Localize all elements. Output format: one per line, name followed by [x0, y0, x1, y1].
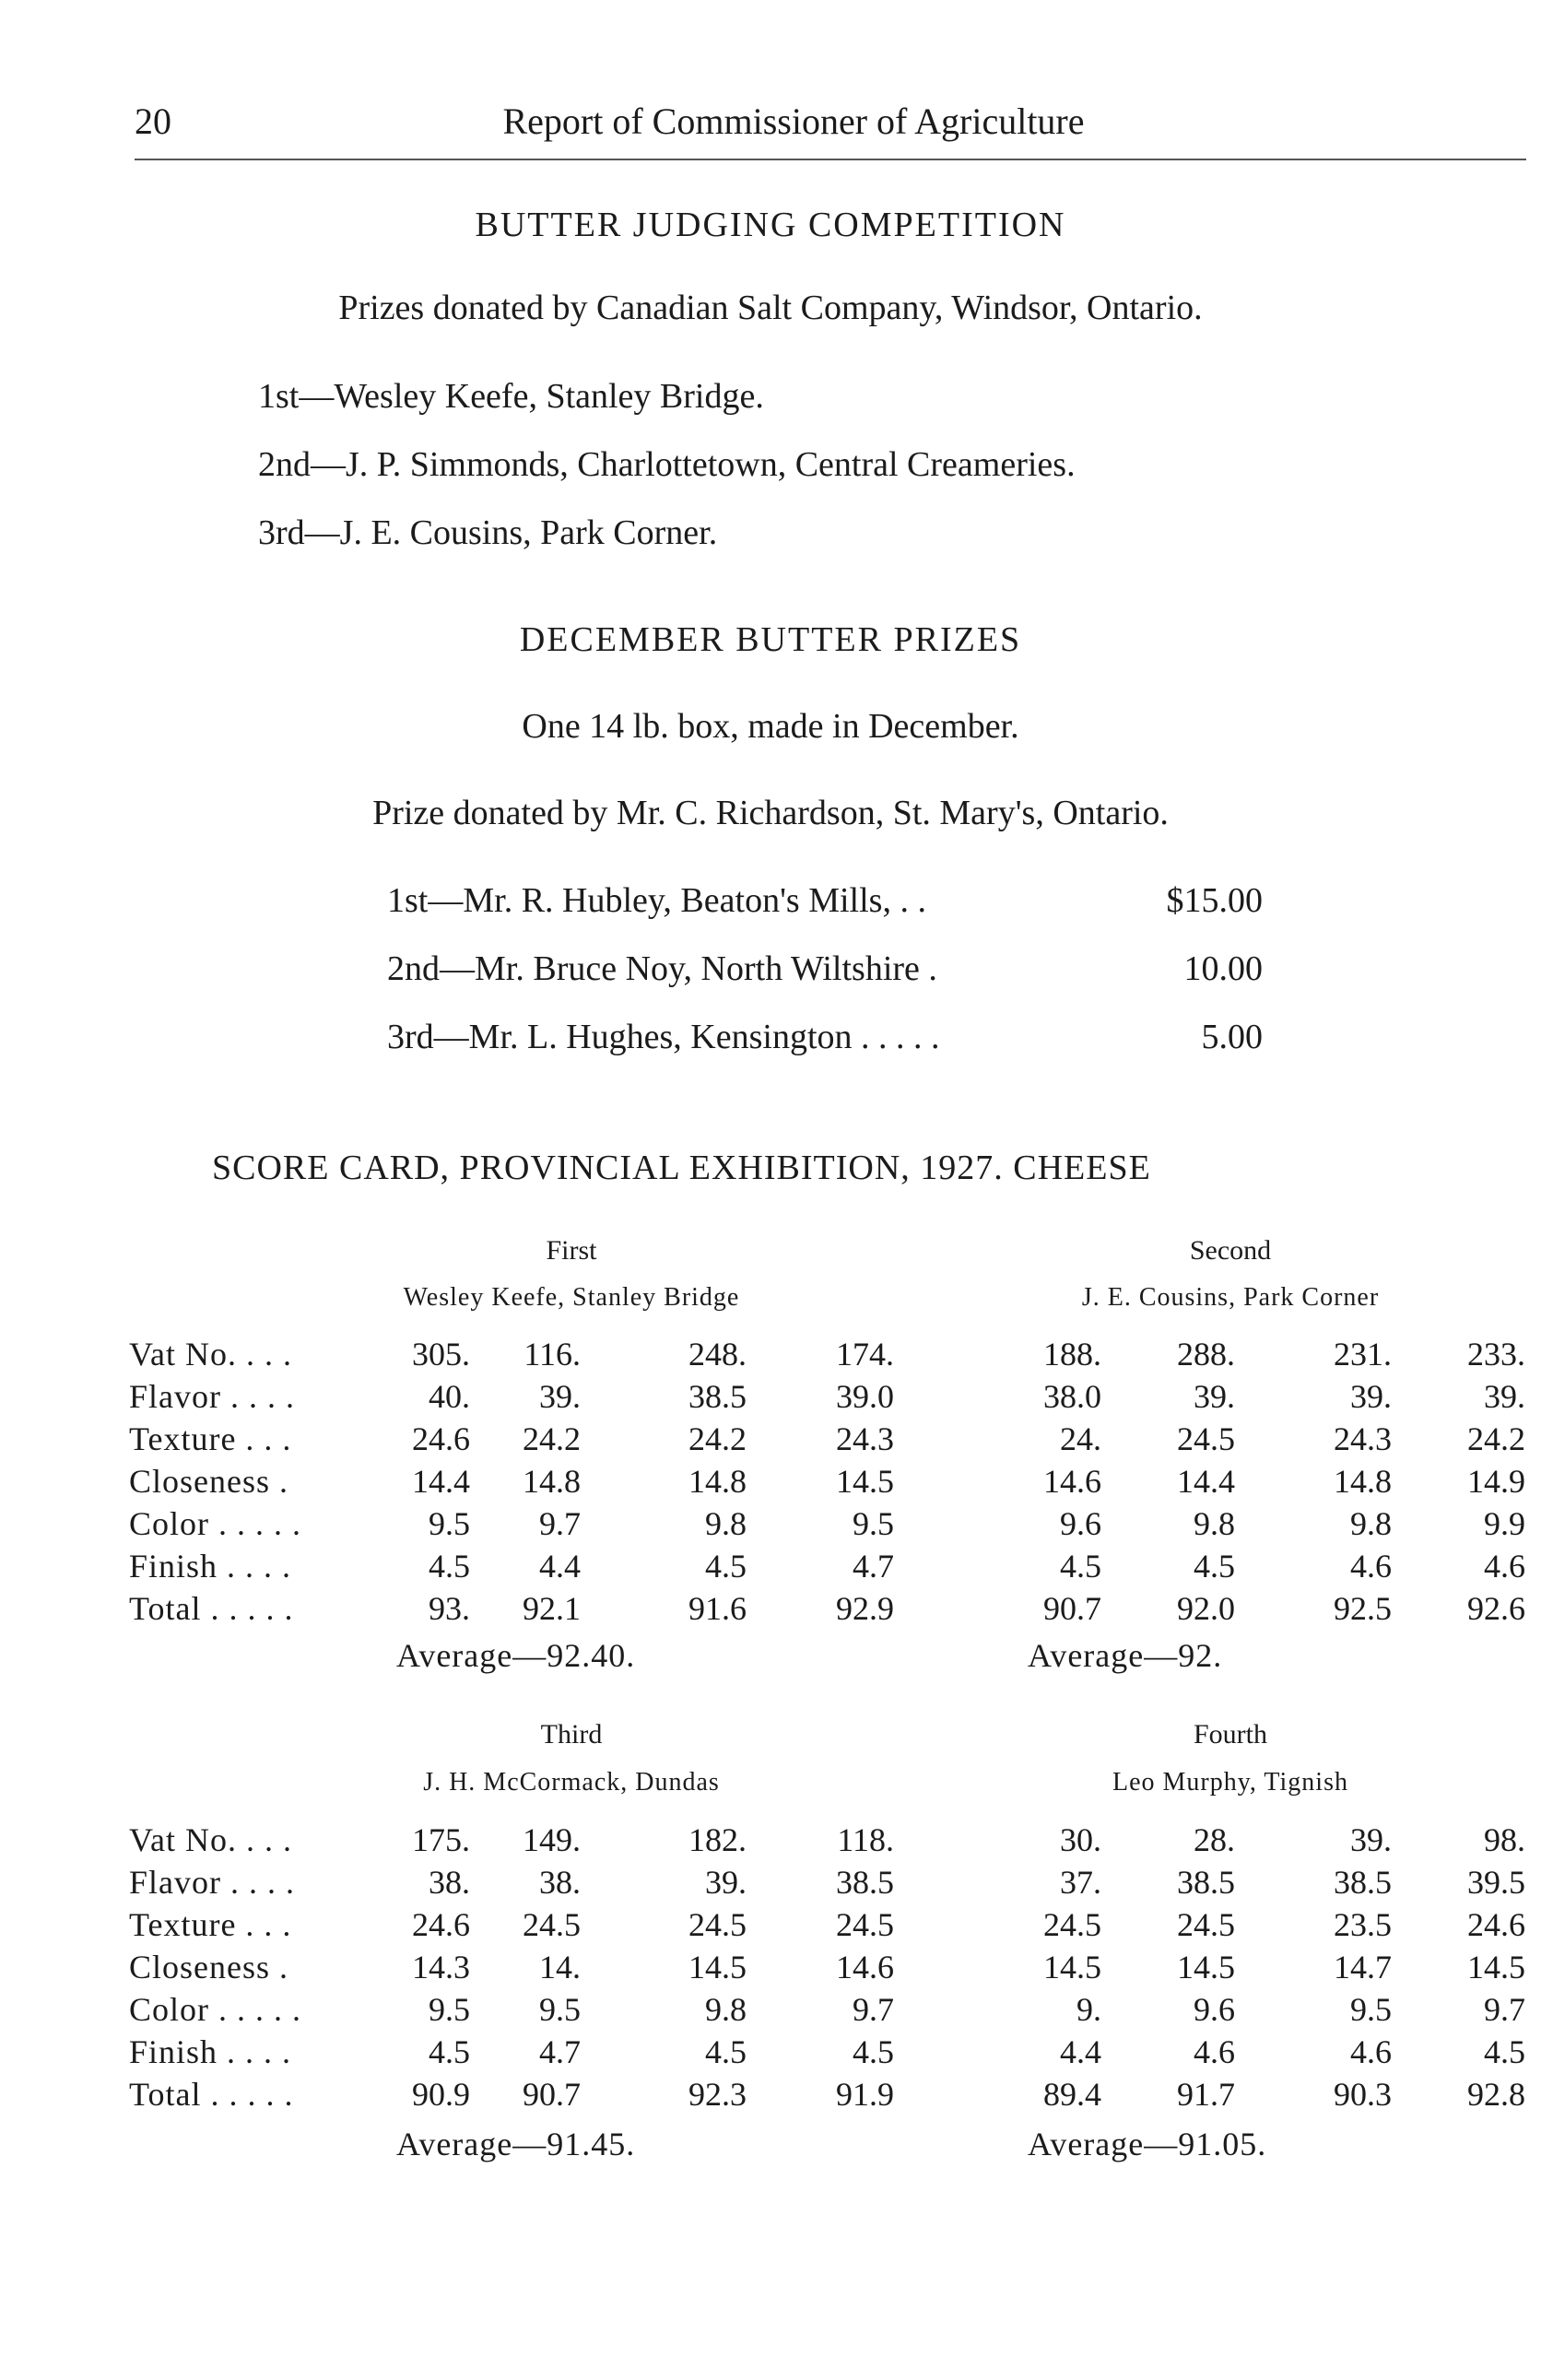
group-2-cell: 9.6 — [1060, 1505, 1101, 1542]
group-1-row-label: Vat No. . . . — [129, 1336, 292, 1373]
group-1-maker: Wesley Keefe, Stanley Bridge — [403, 1283, 740, 1312]
group-2-cell: 4.5 — [1060, 1548, 1101, 1585]
group-4-cell: 24.5 — [1177, 1906, 1235, 1943]
december-prize-3-text: 3rd—Mr. L. Hughes, Kensington . . . . . — [387, 1018, 940, 1056]
group-2-cell: 14.9 — [1467, 1463, 1525, 1500]
group-3-cell: 90.7 — [523, 2076, 581, 2113]
group-3-row-label: Finish . . . . — [129, 2033, 292, 2070]
group-2-cell: 24.2 — [1467, 1420, 1525, 1457]
group-4-cell: 4.6 — [1194, 2033, 1235, 2070]
group-2-cell: 14.8 — [1334, 1463, 1392, 1500]
group-4-cell: 39.5 — [1467, 1864, 1525, 1901]
group-4-cell: 9.5 — [1350, 1991, 1392, 2028]
group-3-cell: 24.5 — [836, 1906, 894, 1943]
group-3-row-label: Flavor . . . . — [129, 1864, 295, 1901]
group-3-cell: 9.5 — [539, 1991, 581, 2028]
group-1-row-label: Finish . . . . — [129, 1548, 292, 1585]
group-2-cell: 14.6 — [1043, 1463, 1101, 1500]
group-1-cell: 4.4 — [539, 1548, 581, 1585]
group-3-cell: 4.5 — [853, 2033, 894, 2070]
group-1-cell: 24.2 — [688, 1420, 747, 1457]
group-3-cell: 24.5 — [688, 1906, 747, 1943]
group-2-cell: 92.5 — [1334, 1590, 1392, 1627]
group-1-cell: 9.7 — [539, 1505, 581, 1542]
group-1-cell: 4.7 — [853, 1548, 894, 1585]
group-1-cell: 40. — [429, 1378, 470, 1415]
group-3-cell: 38.5 — [836, 1864, 894, 1901]
group-3-cell: 38. — [539, 1864, 581, 1901]
group-1-cell: 4.5 — [429, 1548, 470, 1585]
group-1-cell: 39. — [539, 1378, 581, 1415]
group-4-cell: 4.4 — [1060, 2033, 1101, 2070]
group-2-cell: 4.6 — [1350, 1548, 1392, 1585]
group-3-row-label: Vat No. . . . — [129, 1821, 292, 1858]
group-3-cell: 14.3 — [412, 1949, 470, 1985]
group-4-cell: 9.7 — [1484, 1991, 1525, 2028]
group-3-cell: 9.5 — [429, 1991, 470, 2028]
group-1-cell: 14.8 — [523, 1463, 581, 1500]
group-3-cell: 24.5 — [523, 1906, 581, 1943]
group-1-cell: 9.8 — [705, 1505, 747, 1542]
group-2-cell: 231. — [1334, 1336, 1392, 1373]
group-1-cell: 248. — [688, 1336, 747, 1373]
december-prizes-subtitle: One 14 lb. box, made in December. — [522, 707, 1019, 746]
group-2-cell: 188. — [1043, 1336, 1101, 1373]
group-4-cell: 9.6 — [1194, 1991, 1235, 2028]
score-card-title: SCORE CARD, PROVINCIAL EXHIBITION, 1927. CHEESE — [212, 1149, 1151, 1187]
group-4-cell: 89.4 — [1043, 2076, 1101, 2113]
group-1-row-label: Total . . . . . — [129, 1590, 294, 1627]
group-1-cell: 174. — [836, 1336, 894, 1373]
group-4-cell: 92.8 — [1467, 2076, 1525, 2113]
group-1-cell: 24.6 — [412, 1420, 470, 1457]
group-3-cell: 4.7 — [539, 2033, 581, 2070]
group-2-rank: Second — [1189, 1235, 1272, 1266]
group-4-cell: 90.3 — [1334, 2076, 1392, 2113]
group-3-cell: 91.9 — [836, 2076, 894, 2113]
december-prize-1-amount: $15.00 — [1166, 881, 1263, 920]
group-1-cell: 14.8 — [688, 1463, 747, 1500]
group-4-cell: 98. — [1484, 1821, 1525, 1858]
group-1-cell: 9.5 — [429, 1505, 470, 1542]
group-4-cell: 9. — [1076, 1991, 1101, 2028]
group-2-cell: 24. — [1060, 1420, 1101, 1457]
group-4-cell: 37. — [1060, 1864, 1101, 1901]
group-1-rank: First — [546, 1235, 597, 1266]
group-3-average: Average—91.45. — [396, 2126, 636, 2162]
group-2-cell: 92.6 — [1467, 1590, 1525, 1627]
group-1-cell: 92.9 — [836, 1590, 894, 1627]
group-3-row-label: Color . . . . . — [129, 1991, 302, 2028]
group-3-cell: 92.3 — [688, 2076, 747, 2113]
group-1-cell: 305. — [412, 1336, 470, 1373]
group-1-cell: 39.0 — [836, 1378, 894, 1415]
group-2-cell: 4.6 — [1484, 1548, 1525, 1585]
group-1-cell: 14.4 — [412, 1463, 470, 1500]
butter-winner-3: 3rd—J. E. Cousins, Park Corner. — [258, 513, 718, 552]
group-1-cell: 24.2 — [523, 1420, 581, 1457]
group-2-cell: 9.8 — [1350, 1505, 1392, 1542]
group-3-cell: 14.5 — [688, 1949, 747, 1985]
group-4-cell: 30. — [1060, 1821, 1101, 1858]
group-4-average: Average—91.05. — [1028, 2126, 1267, 2162]
group-3-cell: 14. — [539, 1949, 581, 1985]
group-4-cell: 38.5 — [1334, 1864, 1392, 1901]
group-2-cell: 39. — [1350, 1378, 1392, 1415]
group-2-cell: 9.9 — [1484, 1505, 1525, 1542]
group-3-cell: 4.5 — [705, 2033, 747, 2070]
group-1-cell: 9.5 — [853, 1505, 894, 1542]
group-4-cell: 4.6 — [1350, 2033, 1392, 2070]
group-1-cell: 91.6 — [688, 1590, 747, 1627]
group-2-cell: 39. — [1484, 1378, 1525, 1415]
group-1-row-label: Flavor . . . . — [129, 1378, 295, 1415]
group-2-cell: 24.5 — [1177, 1420, 1235, 1457]
group-2-cell: 233. — [1467, 1336, 1525, 1373]
group-1-average: Average—92.40. — [396, 1637, 636, 1674]
group-1-row-label: Texture . . . — [129, 1420, 292, 1457]
group-2-maker: J. E. Cousins, Park Corner — [1081, 1283, 1380, 1312]
group-3-cell: 4.5 — [429, 2033, 470, 2070]
group-3-cell: 149. — [523, 1821, 581, 1858]
group-3-cell: 39. — [705, 1864, 747, 1901]
group-1-cell: 116. — [523, 1336, 581, 1373]
butter-winner-2: 2nd—J. P. Simmonds, Charlottetown, Central Creameries. — [258, 445, 1076, 484]
group-1-cell: 38.5 — [688, 1378, 747, 1415]
group-3-row-label: Closeness . — [129, 1949, 288, 1985]
december-prizes-donor: Prize donated by Mr. C. Richardson, St. Mary's, Ontario. — [372, 794, 1169, 832]
running-title: Report of Commissioner of Agriculture — [502, 100, 1085, 142]
group-2-cell: 92.0 — [1177, 1590, 1235, 1627]
group-2-cell: 39. — [1194, 1378, 1235, 1415]
group-2-cell: 24.3 — [1334, 1420, 1392, 1457]
group-4-cell: 24.5 — [1043, 1906, 1101, 1943]
group-3-row-label: Texture . . . — [129, 1906, 292, 1943]
group-3-cell: 175. — [412, 1821, 470, 1858]
group-3-cell: 9.8 — [705, 1991, 747, 2028]
group-2-cell: 9.8 — [1194, 1505, 1235, 1542]
group-1-row-label: Closeness . — [129, 1463, 288, 1500]
group-3-cell: 14.6 — [836, 1949, 894, 1985]
group-4-cell: 39. — [1350, 1821, 1392, 1858]
group-1-cell: 92.1 — [523, 1590, 581, 1627]
group-4-cell: 24.6 — [1467, 1906, 1525, 1943]
group-2-cell: 38.0 — [1043, 1378, 1101, 1415]
butter-winner-1: 1st—Wesley Keefe, Stanley Bridge. — [258, 377, 764, 416]
group-1-cell: 93. — [429, 1590, 470, 1627]
group-1-cell: 24.3 — [836, 1420, 894, 1457]
group-2-average: Average—92. — [1028, 1637, 1223, 1674]
december-prize-1-text: 1st—Mr. R. Hubley, Beaton's Mills, . . — [387, 881, 926, 920]
group-4-cell: 28. — [1194, 1821, 1235, 1858]
header-rule — [135, 159, 1526, 160]
group-3-cell: 24.6 — [412, 1906, 470, 1943]
group-1-cell: 4.5 — [705, 1548, 747, 1585]
group-4-cell: 91.7 — [1177, 2076, 1235, 2113]
group-3-cell: 90.9 — [412, 2076, 470, 2113]
group-3-rank: Third — [540, 1719, 603, 1750]
group-3-cell: 182. — [688, 1821, 747, 1858]
group-4-cell: 4.5 — [1484, 2033, 1525, 2070]
december-prizes-title: DECEMBER BUTTER PRIZES — [519, 620, 1022, 659]
group-4-cell: 14.5 — [1043, 1949, 1101, 1985]
group-3-row-label: Total . . . . . — [129, 2076, 294, 2113]
butter-judging-donor: Prizes donated by Canadian Salt Company, Windsor, Ontario. — [338, 289, 1203, 327]
page-number: 20 — [135, 100, 171, 142]
group-2-cell: 288. — [1177, 1336, 1235, 1373]
group-2-cell: 14.4 — [1177, 1463, 1235, 1500]
group-1-cell: 14.5 — [836, 1463, 894, 1500]
group-2-cell: 90.7 — [1043, 1590, 1101, 1627]
group-4-cell: 14.5 — [1177, 1949, 1235, 1985]
butter-judging-title: BUTTER JUDGING COMPETITION — [475, 206, 1066, 244]
december-prize-2-amount: 10.00 — [1183, 949, 1263, 988]
december-prize-3-amount: 5.00 — [1201, 1018, 1263, 1056]
group-4-maker: Leo Murphy, Tignish — [1112, 1768, 1348, 1797]
group-4-rank: Fourth — [1193, 1719, 1267, 1750]
group-4-cell: 14.5 — [1467, 1949, 1525, 1985]
group-4-cell: 38.5 — [1177, 1864, 1235, 1901]
group-3-maker: J. H. McCormack, Dundas — [423, 1768, 720, 1797]
group-3-cell: 118. — [837, 1821, 894, 1858]
group-3-cell: 38. — [429, 1864, 470, 1901]
group-1-row-label: Color . . . . . — [129, 1505, 302, 1542]
group-4-cell: 23.5 — [1334, 1906, 1392, 1943]
group-2-cell: 4.5 — [1194, 1548, 1235, 1585]
group-4-cell: 14.7 — [1334, 1949, 1392, 1985]
december-prize-2-text: 2nd—Mr. Bruce Noy, North Wiltshire . — [387, 949, 937, 988]
group-3-cell: 9.7 — [853, 1991, 894, 2028]
